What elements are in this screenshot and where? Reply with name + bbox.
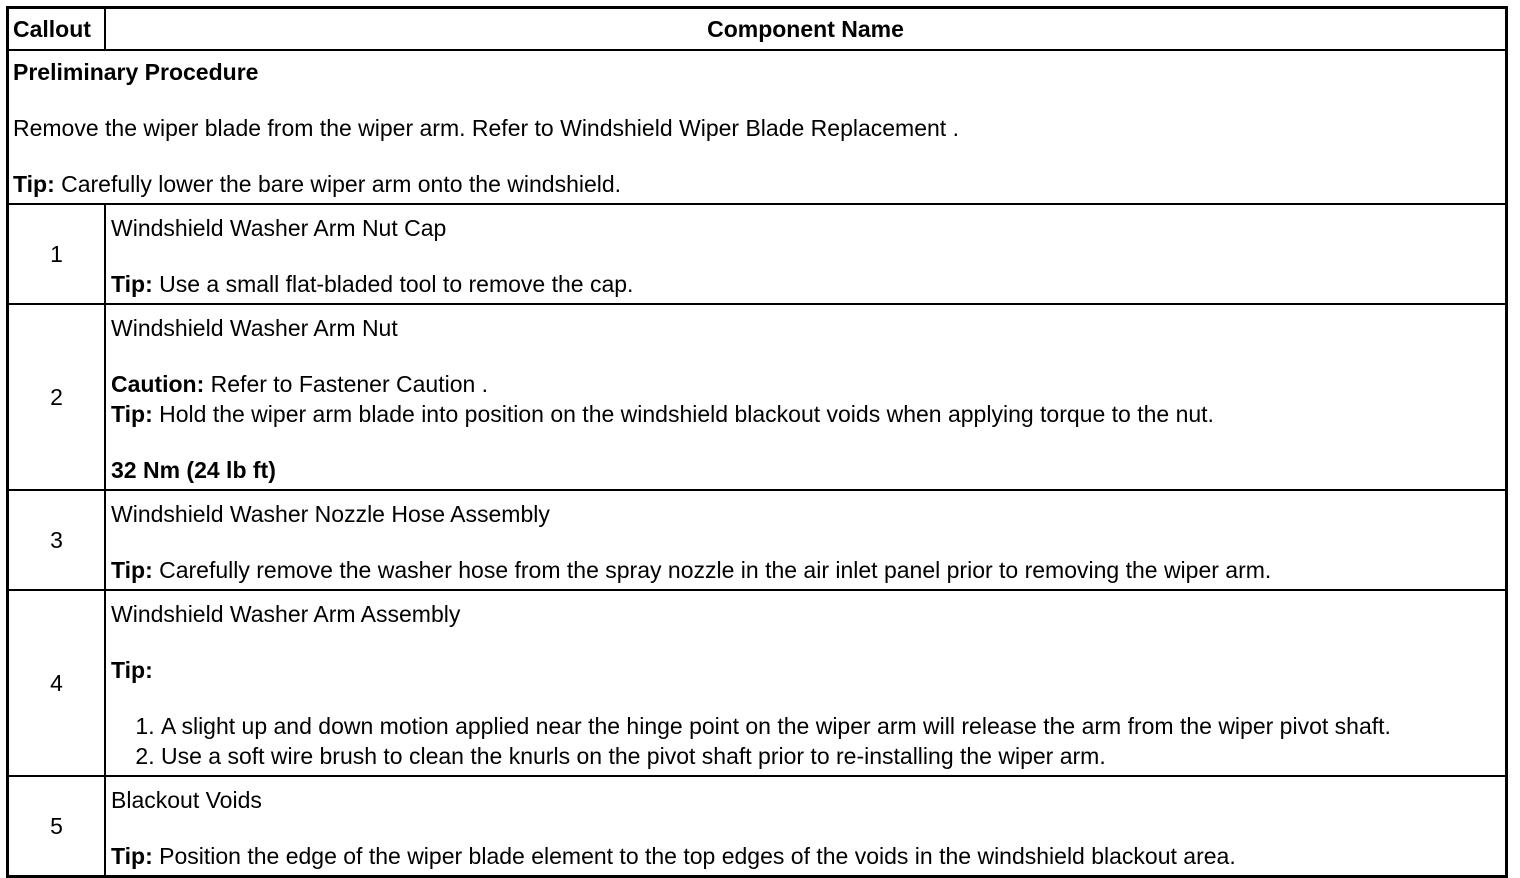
preliminary-tip bbox=[13, 169, 1505, 199]
component-name: Windshield Washer Arm Assembly bbox=[111, 601, 461, 627]
component-cell bbox=[105, 490, 1507, 590]
torque-spec: 32 Nm (24 lb ft) bbox=[111, 457, 276, 483]
component-tip bbox=[111, 269, 1505, 299]
caution-label: Caution: bbox=[111, 371, 205, 397]
tip-label: Tip: bbox=[111, 557, 153, 583]
component-tip bbox=[111, 555, 1505, 585]
component-cell bbox=[105, 590, 1507, 776]
table-row bbox=[8, 204, 1507, 304]
table-row bbox=[8, 590, 1507, 776]
component-table bbox=[6, 6, 1508, 878]
component-tip bbox=[111, 841, 1505, 871]
callout-number: 1 bbox=[8, 204, 106, 304]
component-name: Windshield Washer Arm Nut Cap bbox=[111, 215, 447, 241]
component-cell bbox=[105, 304, 1507, 490]
callout-number: 4 bbox=[8, 590, 106, 776]
component-name-header: Component Name bbox=[105, 8, 1507, 51]
callout-number: 2 bbox=[8, 304, 106, 490]
preliminary-title: Preliminary Procedure bbox=[13, 59, 259, 85]
tip-label: Tip: bbox=[111, 401, 153, 427]
tip-text: Carefully lower the bare wiper arm onto the windshield. bbox=[54, 171, 622, 197]
tip-list bbox=[111, 711, 1505, 771]
component-name: Windshield Washer Arm Nut bbox=[111, 315, 398, 341]
component-tip bbox=[111, 399, 1505, 429]
component-cell bbox=[105, 204, 1507, 304]
header-row bbox=[8, 8, 1507, 51]
tip-label: Tip: bbox=[111, 271, 153, 297]
component-caution bbox=[111, 369, 1505, 399]
component-name: Blackout Voids bbox=[111, 787, 262, 813]
preliminary-text: Remove the wiper blade from the wiper arm. Refer to Windshield Wiper Blade Replacement . bbox=[13, 115, 959, 141]
tip-label: Tip: bbox=[111, 657, 153, 683]
component-name: Windshield Washer Nozzle Hose Assembly bbox=[111, 501, 550, 527]
list-item: 2. Use a soft wire brush to clean the knurls on the pivot shaft prior to re-installing the wiper arm. bbox=[161, 741, 1505, 771]
callout-number: 5 bbox=[8, 776, 106, 877]
caution-text: Refer to Fastener Caution . bbox=[204, 371, 489, 397]
component-cell bbox=[105, 776, 1507, 877]
tip-label: Tip: bbox=[13, 171, 55, 197]
preliminary-cell bbox=[8, 50, 1507, 204]
callout-number: 3 bbox=[8, 490, 106, 590]
table-row bbox=[8, 490, 1507, 590]
preliminary-row bbox=[8, 50, 1507, 204]
callout-header: Callout bbox=[8, 8, 106, 51]
list-item: 1. A slight up and down motion applied near the hinge point on the wiper arm will release the arm from the wiper pivot shaft. bbox=[161, 711, 1505, 741]
table-row bbox=[8, 776, 1507, 877]
tip-text: Use a small flat-bladed tool to remove the cap. bbox=[152, 271, 634, 297]
tip-label: Tip: bbox=[111, 843, 153, 869]
table-row bbox=[8, 304, 1507, 490]
tip-text: Position the edge of the wiper blade element to the top edges of the voids in the windshield blackout area. bbox=[152, 843, 1236, 869]
tip-text: Hold the wiper arm blade into position on the windshield blackout voids when applying torque to the nut. bbox=[152, 401, 1214, 427]
tip-text: Carefully remove the washer hose from the spray nozzle in the air inlet panel prior to removing the wiper arm. bbox=[152, 557, 1272, 583]
